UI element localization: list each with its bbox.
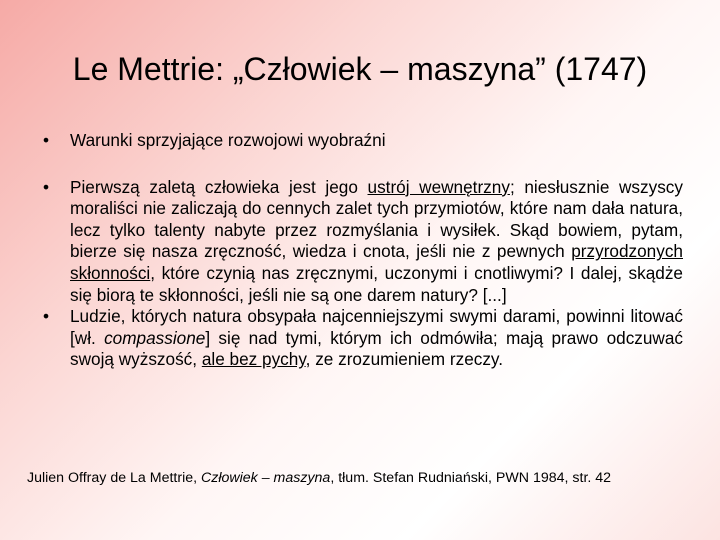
bullet-marker: • [43, 130, 50, 150]
bullet-text-part: , ze zrozumieniem rzeczy. [305, 349, 504, 370]
bullet-item-1 [43, 130, 683, 152]
bullet-item-3 [43, 306, 683, 371]
slide-title: Le Mettrie: „Człowiek – maszyna” (1747) [72, 51, 648, 87]
bullet-text-part: Pierwszą zaletą człowieka jest jego [70, 176, 368, 197]
bullet-marker: • [43, 306, 50, 327]
italic-term: compassione [104, 327, 206, 348]
bullet-text-part: Ludzie, których natura obsypała najcenniejszymi swymi darami, powinni litować [wł. [70, 306, 683, 348]
underlined-phrase: ale bez pychy [201, 349, 306, 370]
underlined-phrase: ustrój wewnętrzny [367, 176, 510, 197]
bullet-marker: • [43, 176, 50, 197]
bullet-list [43, 130, 683, 371]
citation-work: Człowiek – maszyna [201, 470, 331, 486]
bullet-text: Warunki sprzyjające rozwojowi wyobraźni [70, 130, 386, 150]
citation-details: , tłum. Stefan Rudniański, PWN 1984, str. 42 [330, 470, 612, 486]
bullet-text-part: , które czynią nas zręcznymi, uczonymi i cnotliwymi? I dalej, skądże się biorą te skłonności, jeśli nie są one darem natury? [...] [70, 262, 683, 305]
bullet-text-part: ] się nad tymi, którym ich odmówiła; mają prawo odczuwać swoją wyższość, [70, 327, 684, 370]
underlined-phrase: przyrodzonych skłonności [70, 241, 683, 283]
citation-author: Julien Offray de La Mettrie, [27, 470, 202, 486]
bullet-text-part: ; niesłusznie wszyscy moraliści nie zaliczają do cennych zalet tych przymiotów, które nam dała natura, lecz tylko talenty nabyte przez rozmyślania i wysiłek. Skąd bowiem, pytam, bierze się nasza zręczność, wiedza i cnota, jeśli nie z pewnych [70, 176, 683, 262]
bullet-item-2 [43, 177, 683, 307]
citation [27, 468, 693, 488]
